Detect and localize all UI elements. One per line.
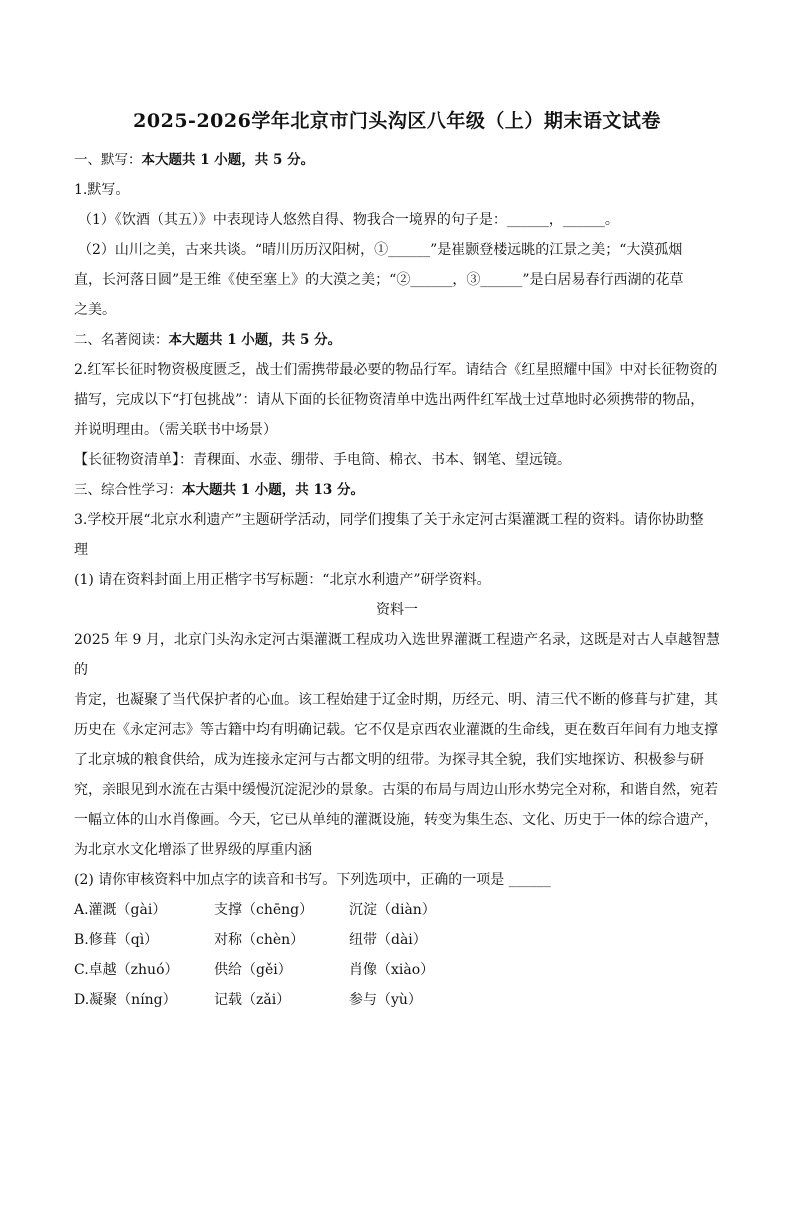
material-line-1: 2025 年 9 月，北京门头沟永定河古渠灌溉工程成功入选世界灌溉工程遗产名录，这既是对古人卓越智慧的 — [74, 632, 720, 678]
option-c — [74, 955, 720, 985]
option-b — [74, 925, 720, 955]
question-3-line-2: 理 — [74, 542, 88, 558]
question-1-part-2-line-1: （2）山川之美，古来共谈。“晴川历历汉阳树，①______”是崔颢登楼远眺的江景之美；“大漠孤烟 — [78, 242, 683, 258]
section-2-heading — [74, 325, 720, 355]
section-3-heading — [74, 475, 720, 505]
question-1-part-1: （1）《饮酒（其五）》中表现诗人悠然自得、物我合一境界的句子是：______，______。 — [78, 212, 619, 228]
option-c-item-3: 肖像（xiào） — [349, 962, 435, 978]
material-line-5: 究，亲眼见到水流在古渠中缓慢沉淀泥沙的景象。古渠的布局与周边山形水势完全对称，和谐自然，宛若 — [74, 782, 718, 798]
option-a-item-2: 支撑（chēng） — [214, 902, 314, 918]
section-3-info: 本大题共 1 小题，共 13 分。 — [182, 482, 364, 498]
option-c-item-1: C.卓越（zhuó） — [74, 962, 179, 978]
section-1-label: 一、默写： — [74, 152, 142, 168]
material-title: 资料一 — [376, 602, 418, 618]
section-3-label: 三、综合性学习： — [74, 482, 182, 498]
section-1-heading — [74, 145, 720, 175]
question-2-line-3: 并说明理由。（需关联书中场景） — [74, 422, 277, 438]
option-c-item-2: 供给（gěi） — [214, 962, 292, 978]
option-b-item-1: B.修葺（qì） — [74, 932, 159, 948]
option-a — [74, 895, 720, 925]
option-d-item-2: 记载（zǎi） — [214, 992, 291, 1008]
option-b-item-3: 纽带（dài） — [349, 932, 427, 948]
section-2-label: 二、名著阅读： — [74, 332, 169, 348]
question-1-part-2-line-3: 之美。 — [74, 302, 116, 318]
material-line-7: 为北京水文化增添了世界级的厚重内涵 — [74, 842, 312, 858]
question-3-line-1: 3.学校开展“北京水利遗产”主题研学活动，同学们搜集了关于永定河古渠灌溉工程的资料。请你协助整 — [74, 512, 704, 528]
question-3-part-1: (1) 请在资料封面上用正楷字书写标题：“北京水利遗产”研学资料。 — [74, 572, 491, 588]
question-1-part-2-line-2: 直，长河落日圆”是王维《使至塞上》的大漠之美；“②______，③______”是白居易春行西湖的花草 — [74, 272, 684, 288]
exam-page — [0, 106, 794, 1229]
material-line-2: 肯定，也凝聚了当代保护者的心血。该工程始建于辽金时期，历经元、明、清三代不断的修葺与扩建，其 — [74, 692, 718, 708]
page-title: 2025-2026学年北京市门头沟区八年级（上）期末语文试卷 — [133, 110, 661, 132]
question-2-line-2: 描写，完成以下“打包挑战”：请从下面的长征物资清单中选出两件红军战士过草地时必须携带的物品， — [74, 392, 705, 408]
option-a-item-3: 沉淀（diàn） — [349, 902, 436, 918]
question-2-line-1: 2.红军长征时物资极度匮乏，战士们需携带最必要的物品行军。请结合《红星照耀中国》中对长征物资的 — [74, 362, 718, 378]
option-a-item-1: A.灌溉（gài） — [74, 902, 167, 918]
option-d-item-1: D.凝聚（níng） — [74, 992, 177, 1008]
material-line-3: 历史在《永定河志》等古籍中均有明确记载。它不仅是京西农业灌溉的生命线，更在数百年间有力地支撑 — [74, 722, 718, 738]
section-2-info: 本大题共 1 小题，共 5 分。 — [168, 332, 342, 348]
question-1: 1.默写。 — [74, 182, 130, 198]
option-d — [74, 985, 720, 1015]
supply-list: 【长征物资清单】：青稞面、水壶、绷带、手电筒、棉衣、书本、钢笔、望远镜。 — [74, 452, 571, 468]
question-3-part-2: (2) 请你审核资料中加点字的读音和书写。下列选项中，正确的一项是 ______ — [74, 872, 551, 888]
material-line-6: 一幅立体的山水肖像画。今天，它已从单纯的灌溉设施，转变为集生态、文化、历史于一体的综合遗产， — [74, 812, 718, 828]
material-line-4: 了北京城的粮食供给，成为连接永定河与古都文明的纽带。为探寻其全貌，我们实地探访、积极参与研 — [74, 752, 704, 768]
section-1-info: 本大题共 1 小题，共 5 分。 — [141, 152, 315, 168]
option-d-item-3: 参与（yù） — [349, 992, 422, 1008]
option-b-item-2: 对称（chèn） — [214, 932, 305, 948]
